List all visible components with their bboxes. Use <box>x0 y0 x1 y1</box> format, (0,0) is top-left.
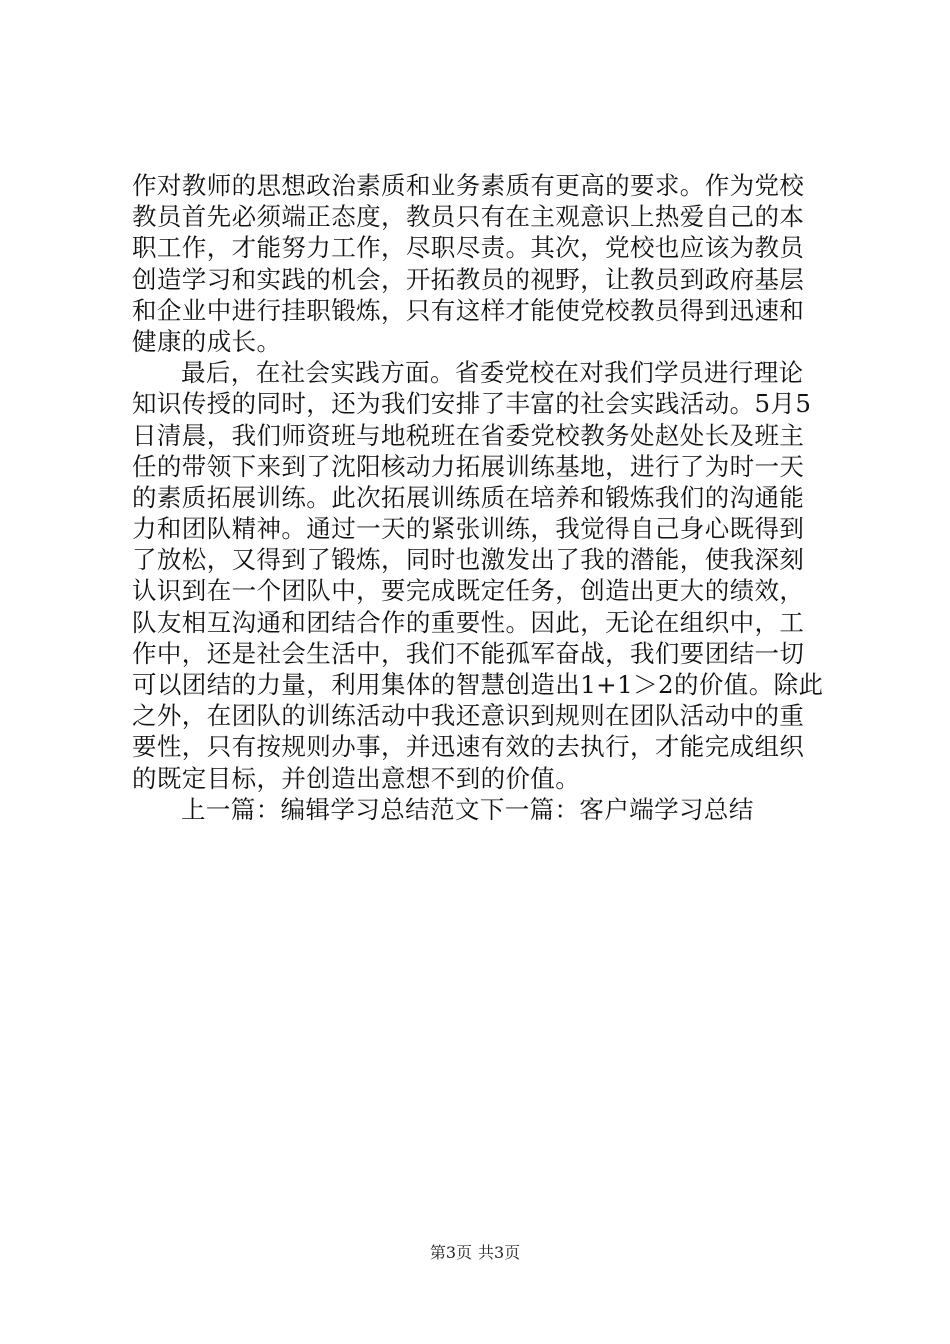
page-total: 共3页 <box>478 1243 521 1262</box>
text-line: 要性，只有按规则办事，并迅速有效的去执行，才能完成组织 <box>132 732 805 762</box>
article-navigation <box>132 794 832 825</box>
text-line: 了放松，又得到了锻炼，同时也激发出了我的潜能，使我深刻 <box>132 545 805 575</box>
text-line: 创造学习和实践的机会，开拓教员的视野，让教员到政府基层 <box>132 264 805 294</box>
text-line: 力和团队精神。通过一天的紧张训练，我觉得自己身心既得到 <box>132 514 805 544</box>
document-body <box>132 170 832 825</box>
text-line: 的既定目标，并创造出意想不到的价值。 <box>132 763 581 793</box>
paragraph-start-line: 最后，在社会实践方面。省委党校在对我们学员进行理论 <box>181 358 804 388</box>
page-footer <box>0 1243 950 1263</box>
text-line: 知识传授的同时，还为我们安排了丰富的社会实践活动。5月5 <box>132 389 812 419</box>
text-line: 作中，还是社会生活中，我们不能孤军奋战，我们要团结一切 <box>132 638 805 668</box>
text-line: 职工作，才能努力工作，尽职尽责。其次，党校也应该为教员 <box>132 233 805 263</box>
text-line: 和企业中进行挂职锻炼，只有这样才能使党校教员得到迅速和 <box>132 295 805 325</box>
text-line: 可以团结的力量，利用集体的智慧创造出1+1＞2的价值。除此 <box>132 670 824 699</box>
text-line: 健康的成长。 <box>132 326 282 356</box>
text-line: 之外，在团队的训练活动中我还意识到规则在团队活动中的重 <box>132 701 805 731</box>
text-line: 任的带领下来到了沈阳核动力拓展训练基地，进行了为时一天 <box>132 451 805 481</box>
prev-article-label: 上一篇： <box>181 794 281 824</box>
text-line: 作对教师的思想政治素质和业务素质有更高的要求。作为党校 <box>132 171 805 200</box>
text-line: 认识到在一个团队中，要完成既定任务，创造出更大的绩效， <box>132 576 805 606</box>
text-line: 教员首先必须端正态度，教员只有在主观意识上热爱自己的本 <box>132 202 805 232</box>
text-line: 日清晨，我们师资班与地税班在省委党校教务处赵处长及班主 <box>132 420 805 450</box>
prev-article-link[interactable]: 编辑学习总结范文 <box>280 794 480 824</box>
text-line: 的素质拓展训练。此次拓展训练质在培养和锻炼我们的沟通能 <box>132 482 805 512</box>
text-line: 队友相互沟通和团结合作的重要性。因此，无论在组织中，工 <box>132 607 805 637</box>
page-number: 第3页 <box>429 1243 472 1262</box>
next-article-label: 下一篇： <box>479 794 580 824</box>
next-article-link[interactable]: 客户端学习总结 <box>579 794 754 824</box>
